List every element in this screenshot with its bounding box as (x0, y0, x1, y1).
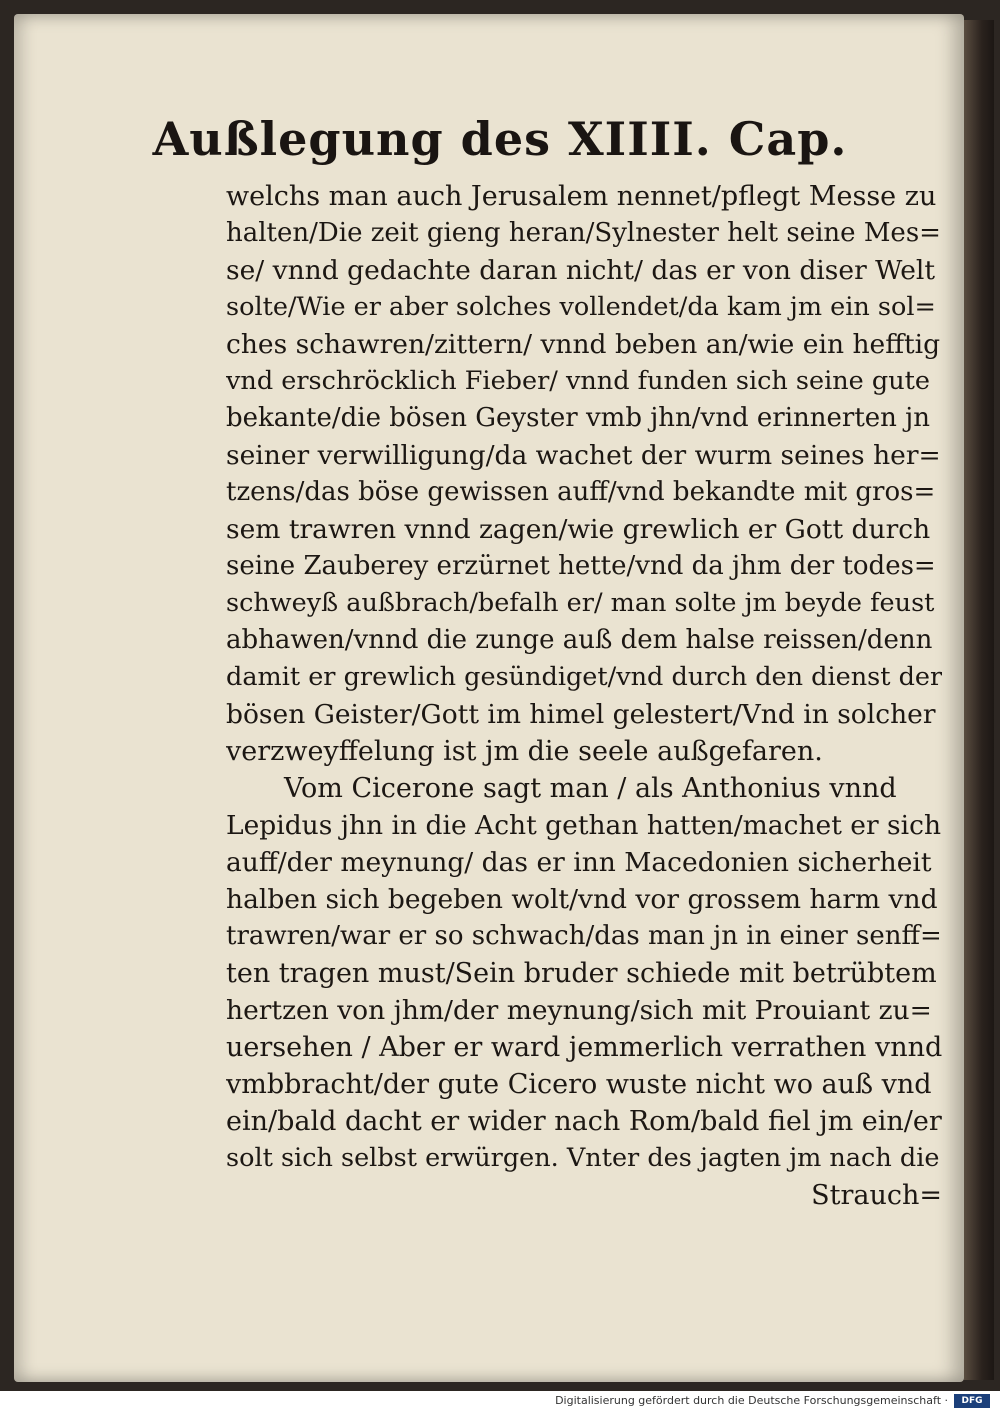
footer-bar (0, 1391, 1000, 1411)
text-line: sem trawren vnnd zagen/wie grewlich er Gott durch (226, 514, 931, 545)
dfg-logo: DFG (954, 1394, 990, 1408)
text-line: verzweyffelung ist jm die seele außgefaren. (226, 736, 823, 767)
text-line: halten/Die zeit gieng heran/Sylnester helt seine Mes= (226, 218, 941, 248)
text-line: vmbbracht/der gute Cicero wuste nicht wo auß vnd (226, 1069, 932, 1100)
text-line: ein/bald dacht er wider nach Rom/bald fiel jm ein/er (226, 1106, 942, 1137)
text-line: Lepidus jhn in die Acht gethan hatten/machet er sich (226, 810, 942, 841)
text-line: solt sich selbst erwürgen. Vnter des jagten jm nach die (226, 1143, 940, 1173)
catchword: Strauch= (811, 1180, 942, 1211)
text-line: vnd erschröcklich Fieber/ vnnd funden sich seine gute (226, 366, 930, 396)
text-line: halben sich begeben wolt/vnd vor grossem harm vnd (226, 884, 938, 915)
text-line: solte/Wie er aber solches vollendet/da kam jm ein sol= (226, 292, 936, 322)
text-line: schweyß außbrach/befalh er/ man solte jm beyde feust (226, 588, 935, 618)
text-line: ten tragen must/Sein bruder schiede mit betrübtem (226, 958, 937, 989)
text-line: hertzen von jhm/der meynung/sich mit Prouiant zu= (226, 995, 932, 1026)
text-line: seine Zauberey erzürnet hette/vnd da jhm der todes= (226, 551, 936, 581)
text-line: tzens/das böse gewissen auff/vnd bekandte mit gros= (226, 477, 936, 507)
funding-credit: Digitalisierung gefördert durch die Deutsche Forschungsgemeinschaft · (555, 1394, 948, 1407)
text-line: trawren/war er so schwach/das man jn in einer senff= (226, 921, 942, 951)
text-line: seiner verwilligung/da wachet der wurm seines her= (226, 440, 941, 471)
book-page-edge (964, 20, 994, 1380)
text-line: welchs man auch Jerusalem nennet/pflegt Messe zu (226, 181, 937, 212)
text-line: bösen Geister/Gott im himel gelestert/Vnd in solcher (226, 699, 936, 730)
page-body-text (226, 178, 942, 1214)
page-heading: Außlegung des XIIII. Cap. (152, 112, 848, 166)
text-line: ches schawren/zittern/ vnnd beben an/wie ein hefftig (226, 329, 941, 360)
text-line: abhawen/vnnd die zunge auß dem halse reissen/denn (226, 625, 933, 655)
text-line: damit er grewlich gesündiget/vnd durch den dienst der (226, 662, 942, 692)
text-line: uersehen / Aber er ward jemmerlich verrathen vnnd (226, 1032, 942, 1063)
paragraph-start-line: Vom Cicerone sagt man / als Anthonius vnnd (284, 773, 897, 804)
text-line: se/ vnnd gedachte daran nicht/ das er von diser Welt (226, 255, 936, 286)
text-line: auff/der meynung/ das er inn Macedonien sicherheit (226, 847, 932, 878)
text-line: bekante/die bösen Geyster vmb jhn/vnd erinnerten jn (226, 403, 930, 433)
